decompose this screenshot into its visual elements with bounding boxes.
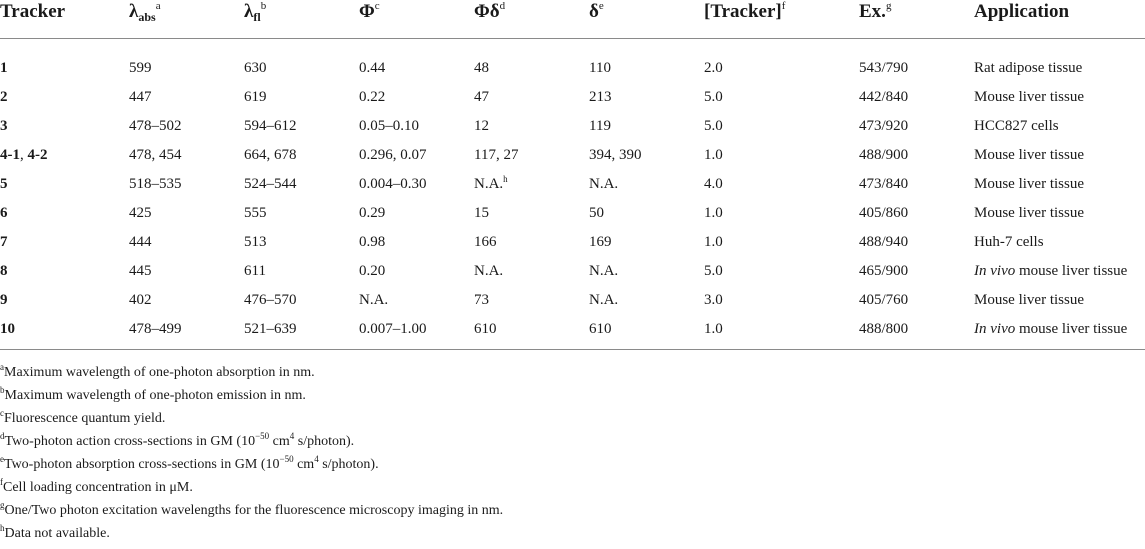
table-row: [0, 262, 1145, 291]
footnote-c: [0, 408, 1145, 434]
cell-application: [974, 262, 1127, 280]
cell-phi: 0.29: [359, 205, 386, 221]
cell-phi: 0.05–0.10: [359, 118, 419, 134]
table-row: [0, 204, 1145, 233]
cell-phi: 0.004–0.30: [359, 176, 427, 192]
header-lambda-fl-sub: fl: [253, 10, 261, 24]
header-excitation-mark: g: [885, 0, 892, 12]
cell-tracker: 3: [0, 118, 8, 134]
header-tracker-conc-mark: f: [781, 0, 786, 12]
cell-lambda-fl: 611: [244, 263, 266, 279]
header-excitation-text: Ex.: [859, 1, 886, 22]
footnote-h: [0, 523, 1145, 549]
header-phi: [359, 0, 380, 24]
cell-conc: 2.0: [704, 60, 723, 76]
footnote-exponent: −50: [255, 431, 270, 441]
header-lambda-abs-sub: abs: [138, 10, 156, 24]
cell-delta: 110: [589, 60, 611, 76]
cell-excitation: 405/860: [859, 205, 909, 221]
cell-tracker: 9: [0, 292, 8, 308]
cell-delta: N.A.: [589, 292, 619, 308]
footnote-a: [0, 362, 1145, 388]
cell-conc: 1.0: [704, 234, 723, 250]
cell-conc: 3.0: [704, 292, 723, 308]
footnote-text: One/Two photon excitation wavelengths for the fluorescence microscopy imaging in nm.: [4, 503, 504, 518]
footnote-mark: a: [0, 362, 4, 372]
cell-conc: 5.0: [704, 263, 723, 279]
footnote-exponent: 4: [289, 431, 295, 441]
cell-phi: 0.296, 0.07: [359, 147, 427, 163]
footnote-mark: h: [0, 523, 5, 533]
cell-lambda-abs: 402: [129, 292, 152, 308]
table-row: [0, 320, 1145, 349]
footnote-text-mid: cm: [293, 457, 315, 472]
cell-excitation: 488/900: [859, 147, 909, 163]
cell-phi-delta: 73: [474, 292, 489, 308]
cell-delta: 213: [589, 89, 612, 105]
cell-phi-delta: 47: [474, 89, 489, 105]
cell-lambda-fl: 524–544: [244, 176, 297, 192]
cell-excitation: 488/940: [859, 234, 909, 250]
cell-phi-delta: 610: [474, 321, 497, 337]
cell-tracker-a: 4-1: [0, 147, 20, 163]
table-header: [0, 0, 1145, 36]
footnote-text: Data not available.: [4, 526, 110, 541]
cell-phi-delta: 12: [474, 118, 489, 134]
cell-phi-delta: 117, 27: [474, 147, 519, 163]
header-delta-symbol: δ: [589, 1, 599, 22]
cell-delta: 119: [589, 118, 611, 134]
table-row: [0, 233, 1145, 262]
header-tracker-conc: [704, 0, 785, 24]
footnote-mark: g: [0, 500, 5, 510]
cell-excitation: 442/840: [859, 89, 909, 105]
cell-delta: 610: [589, 321, 612, 337]
footnote-mark: d: [0, 431, 5, 441]
cell-excitation: 543/790: [859, 60, 909, 76]
cell-application: Rat adipose tissue: [974, 60, 1083, 76]
table-row: [0, 59, 1145, 88]
header-lambda-fl-symbol: λ: [244, 1, 254, 22]
cell-conc: 4.0: [704, 176, 723, 192]
table-row: [0, 175, 1145, 204]
cell-lambda-abs: 447: [129, 89, 152, 105]
cell-lambda-abs: 478, 454: [129, 147, 182, 163]
footnote-text-post: s/photon).: [318, 457, 379, 472]
cell-lambda-abs: 599: [129, 60, 152, 76]
cell-delta: 394, 390: [589, 147, 642, 163]
cell-application-italic: In vivo: [974, 321, 1016, 337]
footnote-exponent: −50: [279, 454, 294, 464]
cell-lambda-abs: 444: [129, 234, 152, 250]
cell-tracker-sep: ,: [20, 147, 28, 163]
table-row: [0, 88, 1145, 117]
cell-conc: 1.0: [704, 321, 723, 337]
table-bottom-rule: [0, 349, 1145, 350]
table-row: [0, 146, 1145, 175]
cell-conc: 5.0: [704, 118, 723, 134]
cell-phi-delta: 15: [474, 205, 489, 221]
cell-lambda-abs: 445: [129, 263, 152, 279]
cell-conc: 5.0: [704, 89, 723, 105]
header-lambda-fl: [244, 0, 266, 24]
footnote-f: [0, 477, 1145, 503]
footnote-e: [0, 454, 1145, 480]
cell-application: Mouse liver tissue: [974, 176, 1084, 192]
cell-lambda-fl: 619: [244, 89, 267, 105]
header-phi-delta-symbol: Φδ: [474, 1, 500, 22]
footnote-text: Maximum wavelength of one-photon absorption in nm.: [4, 365, 315, 380]
cell-tracker: 6: [0, 205, 8, 221]
cell-lambda-fl: 664, 678: [244, 147, 297, 163]
cell-excitation: 465/900: [859, 263, 909, 279]
cell-tracker-b: 4-2: [27, 147, 48, 163]
cell-lambda-abs: 518–535: [129, 176, 182, 192]
cell-excitation: 405/760: [859, 292, 909, 308]
cell-tracker: [0, 146, 48, 164]
header-lambda-fl-mark: b: [260, 0, 267, 12]
cell-phi-delta: [474, 175, 508, 193]
cell-lambda-fl: 476–570: [244, 292, 297, 308]
cell-lambda-fl: 521–639: [244, 321, 297, 337]
cell-application: Huh-7 cells: [974, 234, 1044, 250]
footnote-text-pre: Two-photon action cross-sections in GM (10: [4, 434, 256, 449]
footnote-text: Cell loading concentration in μM.: [3, 480, 193, 495]
footnote-d: [0, 431, 1145, 457]
footnote-exponent: 4: [314, 454, 319, 464]
cell-lambda-abs: 478–499: [129, 321, 182, 337]
cell-phi: 0.20: [359, 263, 386, 279]
header-lambda-abs: [129, 0, 161, 24]
cell-application: HCC827 cells: [974, 118, 1059, 134]
cell-application: Mouse liver tissue: [974, 89, 1084, 105]
cell-conc: 1.0: [704, 147, 723, 163]
header-phi-mark: c: [374, 0, 380, 12]
cell-tracker: 2: [0, 89, 8, 105]
footnote-mark: b: [0, 385, 5, 395]
header-phi-symbol: Φ: [359, 1, 375, 22]
cell-phi: 0.44: [359, 60, 386, 76]
footnote-text-mid: cm: [269, 434, 290, 449]
header-tracker: Tracker: [0, 1, 66, 22]
header-phi-delta: [474, 0, 505, 24]
cell-lambda-abs: 478–502: [129, 118, 182, 134]
cell-application: [974, 320, 1127, 338]
cell-delta: N.A.: [589, 176, 619, 192]
table-row: [0, 291, 1145, 320]
cell-lambda-fl: 630: [244, 60, 267, 76]
cell-delta: N.A.: [589, 263, 619, 279]
header-delta-mark: e: [598, 0, 604, 12]
header-tracker-conc-text: [Tracker]: [704, 1, 782, 22]
cell-tracker: 1: [0, 60, 8, 76]
footnote-b: [0, 385, 1145, 411]
footnote-text-post: s/photon).: [294, 434, 355, 449]
cell-phi: N.A.: [359, 292, 389, 308]
header-rule: [0, 38, 1145, 39]
header-lambda-abs-symbol: λ: [129, 1, 139, 22]
cell-tracker: 5: [0, 176, 8, 192]
cell-delta: 169: [589, 234, 612, 250]
footnote-mark: e: [0, 454, 4, 464]
cell-application: Mouse liver tissue: [974, 147, 1084, 163]
cell-application: Mouse liver tissue: [974, 292, 1084, 308]
cell-application: Mouse liver tissue: [974, 205, 1084, 221]
cell-lambda-abs: 425: [129, 205, 152, 221]
footnote-text: Maximum wavelength of one-photon emission in nm.: [4, 388, 306, 403]
footnotes: [0, 362, 1145, 549]
cell-tracker: 10: [0, 321, 15, 337]
footnote-ref-h: h: [503, 174, 508, 184]
header-excitation: [859, 0, 891, 24]
cell-conc: 1.0: [704, 205, 723, 221]
footnote-text-pre: Two-photon absorption cross-sections in GM (10: [4, 457, 280, 472]
footnote-mark: c: [0, 408, 4, 418]
footnote-g: [0, 500, 1145, 526]
cell-tracker: 7: [0, 234, 8, 250]
header-lambda-abs-mark: a: [155, 0, 161, 12]
header-phi-delta-mark: d: [499, 0, 506, 12]
cell-tracker: 8: [0, 263, 8, 279]
cell-phi-delta: 48: [474, 60, 489, 76]
cell-application-italic: In vivo: [974, 263, 1016, 279]
cell-application-rest: mouse liver tissue: [1015, 263, 1128, 279]
cell-lambda-fl: 594–612: [244, 118, 297, 134]
cell-lambda-fl: 513: [244, 234, 267, 250]
header-delta: [589, 0, 604, 24]
cell-excitation: 473/840: [859, 176, 909, 192]
footnote-text: Fluorescence quantum yield.: [4, 411, 166, 426]
cell-phi-delta: N.A.: [474, 263, 504, 279]
header-application: Application: [974, 1, 1070, 22]
cell-delta: 50: [589, 205, 604, 221]
cell-excitation: 473/920: [859, 118, 909, 134]
cell-phi-delta-value: N.A.: [474, 176, 504, 192]
cell-phi: 0.007–1.00: [359, 321, 427, 337]
cell-phi-delta: 166: [474, 234, 497, 250]
cell-excitation: 488/800: [859, 321, 909, 337]
cell-application-rest: mouse liver tissue: [1015, 321, 1128, 337]
footnote-mark: f: [0, 477, 3, 487]
cell-phi: 0.22: [359, 89, 386, 105]
cell-lambda-fl: 555: [244, 205, 267, 221]
table-row: [0, 117, 1145, 146]
cell-phi: 0.98: [359, 234, 386, 250]
